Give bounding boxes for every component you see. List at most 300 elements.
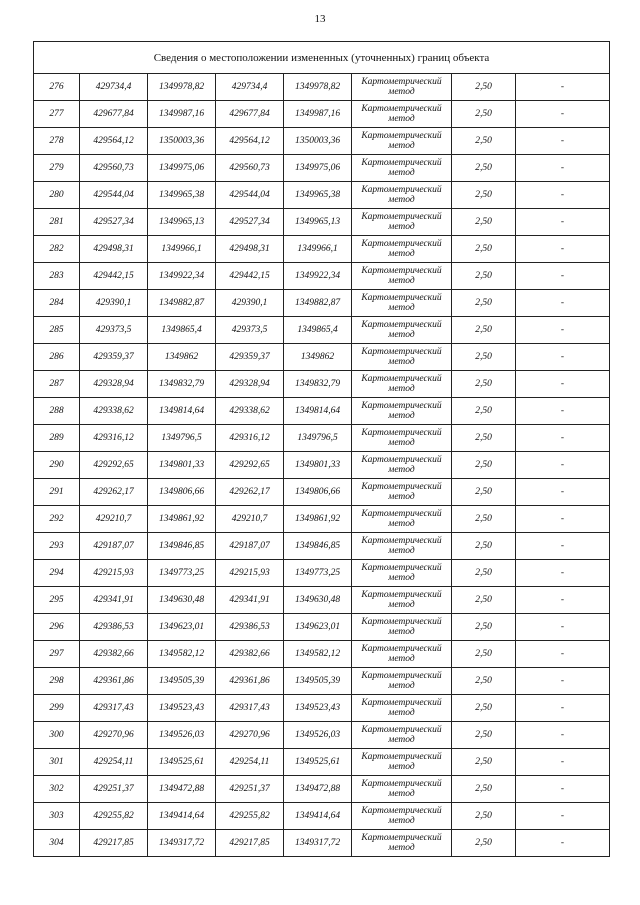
method-cell: [352, 803, 452, 830]
accuracy-cell: 2,50: [452, 641, 516, 668]
existing-x-cell: 429210,7: [80, 506, 148, 533]
refined-x-cell: 429544,04: [216, 182, 284, 209]
refined-y-cell: 1349978,82: [284, 74, 352, 101]
note-cell: -: [516, 695, 610, 722]
method-line-1: Картометрический: [361, 185, 442, 195]
table-row: [34, 533, 610, 560]
point-number-cell: 300: [34, 722, 80, 749]
existing-x-cell: 429328,94: [80, 371, 148, 398]
method-cell: [352, 398, 452, 425]
existing-x-cell: 429373,5: [80, 317, 148, 344]
note-cell: -: [516, 74, 610, 101]
point-number-cell: 298: [34, 668, 80, 695]
refined-y-cell: 1349630,48: [284, 587, 352, 614]
existing-y-cell: 1349630,48: [148, 587, 216, 614]
method-line-1: Картометрический: [361, 104, 442, 114]
method-line-2: метод: [388, 573, 415, 583]
method-cell: [352, 722, 452, 749]
method-line-1: Картометрический: [361, 428, 442, 438]
method-line-2: метод: [388, 627, 415, 637]
existing-x-cell: 429217,85: [80, 830, 148, 857]
method-cell: [352, 74, 452, 101]
method-line-2: метод: [388, 789, 415, 799]
refined-x-cell: 429359,37: [216, 344, 284, 371]
method-line-1: Картометрический: [361, 509, 442, 519]
accuracy-cell: 2,50: [452, 803, 516, 830]
refined-x-cell: 429498,31: [216, 236, 284, 263]
existing-y-cell: 1349832,79: [148, 371, 216, 398]
refined-x-cell: 429560,73: [216, 155, 284, 182]
existing-x-cell: 429262,17: [80, 479, 148, 506]
table-row: [34, 128, 610, 155]
refined-y-cell: 1349882,87: [284, 290, 352, 317]
method-line-2: метод: [388, 681, 415, 691]
method-cell: [352, 479, 452, 506]
method-cell: [352, 182, 452, 209]
accuracy-cell: 2,50: [452, 506, 516, 533]
method-line-2: метод: [388, 384, 415, 394]
note-cell: -: [516, 452, 610, 479]
method-line-2: метод: [388, 654, 415, 664]
refined-x-cell: 429217,85: [216, 830, 284, 857]
refined-y-cell: 1349525,61: [284, 749, 352, 776]
point-number-cell: 301: [34, 749, 80, 776]
accuracy-cell: 2,50: [452, 398, 516, 425]
method-cell: [352, 263, 452, 290]
table-row: [34, 776, 610, 803]
method-line-2: метод: [388, 303, 415, 313]
refined-x-cell: 429254,11: [216, 749, 284, 776]
method-line-1: Картометрический: [361, 752, 442, 762]
refined-x-cell: 429341,91: [216, 587, 284, 614]
refined-x-cell: 429677,84: [216, 101, 284, 128]
existing-x-cell: 429498,31: [80, 236, 148, 263]
table-row: [34, 317, 610, 344]
method-line-1: Картометрический: [361, 779, 442, 789]
refined-y-cell: 1349806,66: [284, 479, 352, 506]
existing-y-cell: 1349975,06: [148, 155, 216, 182]
method-line-2: метод: [388, 411, 415, 421]
table-row: [34, 236, 610, 263]
method-line-2: метод: [388, 249, 415, 259]
refined-y-cell: 1349796,5: [284, 425, 352, 452]
refined-y-cell: 1349865,4: [284, 317, 352, 344]
point-number-cell: 293: [34, 533, 80, 560]
point-number-cell: 290: [34, 452, 80, 479]
existing-y-cell: 1349523,43: [148, 695, 216, 722]
note-cell: -: [516, 830, 610, 857]
refined-y-cell: 1349987,16: [284, 101, 352, 128]
table-row: [34, 74, 610, 101]
refined-y-cell: 1349975,06: [284, 155, 352, 182]
existing-y-cell: 1349965,38: [148, 182, 216, 209]
existing-x-cell: 429442,15: [80, 263, 148, 290]
table-row: [34, 263, 610, 290]
method-line-1: Картометрический: [361, 617, 442, 627]
accuracy-cell: 2,50: [452, 344, 516, 371]
accuracy-cell: 2,50: [452, 263, 516, 290]
existing-y-cell: 1349862: [148, 344, 216, 371]
table-row: [34, 371, 610, 398]
accuracy-cell: 2,50: [452, 452, 516, 479]
existing-x-cell: 429254,11: [80, 749, 148, 776]
method-line-2: метод: [388, 222, 415, 232]
refined-x-cell: 429255,82: [216, 803, 284, 830]
existing-x-cell: 429270,96: [80, 722, 148, 749]
refined-y-cell: 1349965,38: [284, 182, 352, 209]
refined-y-cell: 1349582,12: [284, 641, 352, 668]
existing-x-cell: 429734,4: [80, 74, 148, 101]
method-line-2: метод: [388, 843, 415, 853]
existing-y-cell: 1349865,4: [148, 317, 216, 344]
method-line-2: метод: [388, 141, 415, 151]
refined-y-cell: 1349523,43: [284, 695, 352, 722]
refined-y-cell: 1349846,85: [284, 533, 352, 560]
existing-y-cell: 1349861,92: [148, 506, 216, 533]
note-cell: -: [516, 425, 610, 452]
refined-x-cell: 429338,62: [216, 398, 284, 425]
refined-x-cell: 429390,1: [216, 290, 284, 317]
point-number-cell: 294: [34, 560, 80, 587]
refined-y-cell: 1349801,33: [284, 452, 352, 479]
existing-y-cell: 1349987,16: [148, 101, 216, 128]
method-cell: [352, 695, 452, 722]
method-line-2: метод: [388, 87, 415, 97]
accuracy-cell: 2,50: [452, 425, 516, 452]
table-row: [34, 344, 610, 371]
method-line-2: метод: [388, 465, 415, 475]
point-number-cell: 276: [34, 74, 80, 101]
method-line-1: Картометрический: [361, 320, 442, 330]
existing-y-cell: 1349846,85: [148, 533, 216, 560]
refined-y-cell: 1349472,88: [284, 776, 352, 803]
refined-x-cell: 429270,96: [216, 722, 284, 749]
point-number-cell: 296: [34, 614, 80, 641]
existing-x-cell: 429215,93: [80, 560, 148, 587]
method-cell: [352, 128, 452, 155]
table-row: [34, 506, 610, 533]
refined-y-cell: 1349922,34: [284, 263, 352, 290]
point-number-cell: 280: [34, 182, 80, 209]
note-cell: -: [516, 371, 610, 398]
point-number-cell: 278: [34, 128, 80, 155]
method-cell: [352, 533, 452, 560]
accuracy-cell: 2,50: [452, 371, 516, 398]
method-cell: [352, 155, 452, 182]
table-row: [34, 182, 610, 209]
refined-y-cell: 1349414,64: [284, 803, 352, 830]
point-number-cell: 304: [34, 830, 80, 857]
method-line-2: метод: [388, 708, 415, 718]
refined-x-cell: 429215,93: [216, 560, 284, 587]
accuracy-cell: 2,50: [452, 101, 516, 128]
existing-y-cell: 1349814,64: [148, 398, 216, 425]
method-line-2: метод: [388, 114, 415, 124]
method-cell: [352, 344, 452, 371]
point-number-cell: 281: [34, 209, 80, 236]
note-cell: -: [516, 749, 610, 776]
note-cell: -: [516, 398, 610, 425]
method-cell: [352, 830, 452, 857]
method-line-1: Картометрический: [361, 131, 442, 141]
method-cell: [352, 776, 452, 803]
method-line-2: метод: [388, 168, 415, 178]
existing-y-cell: 1349317,72: [148, 830, 216, 857]
method-cell: [352, 452, 452, 479]
existing-y-cell: 1349472,88: [148, 776, 216, 803]
point-number-cell: 285: [34, 317, 80, 344]
method-line-1: Картометрический: [361, 833, 442, 843]
refined-y-cell: 1349861,92: [284, 506, 352, 533]
method-line-2: метод: [388, 492, 415, 502]
refined-x-cell: 429527,34: [216, 209, 284, 236]
table-title-row: [34, 42, 610, 74]
refined-x-cell: 429564,12: [216, 128, 284, 155]
table-row: [34, 101, 610, 128]
accuracy-cell: 2,50: [452, 668, 516, 695]
refined-x-cell: 429317,43: [216, 695, 284, 722]
method-line-1: Картометрический: [361, 293, 442, 303]
note-cell: -: [516, 344, 610, 371]
accuracy-cell: 2,50: [452, 830, 516, 857]
accuracy-cell: 2,50: [452, 182, 516, 209]
existing-x-cell: 429390,1: [80, 290, 148, 317]
point-number-cell: 299: [34, 695, 80, 722]
refined-x-cell: 429734,4: [216, 74, 284, 101]
point-number-cell: 289: [34, 425, 80, 452]
refined-y-cell: 1349814,64: [284, 398, 352, 425]
point-number-cell: 279: [34, 155, 80, 182]
table-row: [34, 641, 610, 668]
existing-x-cell: 429386,53: [80, 614, 148, 641]
table-row: [34, 614, 610, 641]
existing-y-cell: 1349922,34: [148, 263, 216, 290]
existing-x-cell: 429317,43: [80, 695, 148, 722]
method-line-1: Картометрический: [361, 455, 442, 465]
refined-x-cell: 429262,17: [216, 479, 284, 506]
point-number-cell: 282: [34, 236, 80, 263]
method-cell: [352, 614, 452, 641]
note-cell: -: [516, 533, 610, 560]
accuracy-cell: 2,50: [452, 74, 516, 101]
method-cell: [352, 290, 452, 317]
method-line-1: Картометрический: [361, 671, 442, 681]
method-line-2: метод: [388, 357, 415, 367]
note-cell: -: [516, 506, 610, 533]
point-number-cell: 295: [34, 587, 80, 614]
method-cell: [352, 506, 452, 533]
refined-x-cell: 429386,53: [216, 614, 284, 641]
table-row: [34, 155, 610, 182]
existing-x-cell: 429341,91: [80, 587, 148, 614]
table-row: [34, 587, 610, 614]
table-row: [34, 398, 610, 425]
method-line-2: метод: [388, 519, 415, 529]
refined-y-cell: 1349773,25: [284, 560, 352, 587]
refined-x-cell: 429292,65: [216, 452, 284, 479]
method-line-1: Картометрический: [361, 698, 442, 708]
existing-y-cell: 1349965,13: [148, 209, 216, 236]
method-line-1: Картометрический: [361, 266, 442, 276]
method-line-1: Картометрический: [361, 401, 442, 411]
table-row: [34, 668, 610, 695]
existing-x-cell: 429251,37: [80, 776, 148, 803]
page-number: 13: [314, 13, 326, 25]
note-cell: -: [516, 668, 610, 695]
existing-y-cell: 1349796,5: [148, 425, 216, 452]
note-cell: -: [516, 641, 610, 668]
note-cell: -: [516, 803, 610, 830]
method-line-1: Картометрический: [361, 482, 442, 492]
existing-y-cell: 1349414,64: [148, 803, 216, 830]
refined-y-cell: 1349317,72: [284, 830, 352, 857]
existing-x-cell: 429187,07: [80, 533, 148, 560]
method-line-1: Картометрический: [361, 374, 442, 384]
method-cell: [352, 560, 452, 587]
accuracy-cell: 2,50: [452, 614, 516, 641]
point-number-cell: 286: [34, 344, 80, 371]
note-cell: -: [516, 614, 610, 641]
accuracy-cell: 2,50: [452, 479, 516, 506]
refined-x-cell: 429316,12: [216, 425, 284, 452]
accuracy-cell: 2,50: [452, 209, 516, 236]
existing-y-cell: 1349966,1: [148, 236, 216, 263]
refined-y-cell: 1350003,36: [284, 128, 352, 155]
accuracy-cell: 2,50: [452, 587, 516, 614]
existing-y-cell: 1349582,12: [148, 641, 216, 668]
method-cell: [352, 317, 452, 344]
existing-x-cell: 429359,37: [80, 344, 148, 371]
point-number-cell: 291: [34, 479, 80, 506]
note-cell: -: [516, 101, 610, 128]
method-line-1: Картометрический: [361, 725, 442, 735]
existing-y-cell: 1349882,87: [148, 290, 216, 317]
existing-y-cell: 1349526,03: [148, 722, 216, 749]
accuracy-cell: 2,50: [452, 533, 516, 560]
note-cell: -: [516, 587, 610, 614]
existing-x-cell: 429560,73: [80, 155, 148, 182]
accuracy-cell: 2,50: [452, 722, 516, 749]
existing-x-cell: 429361,86: [80, 668, 148, 695]
table-title: Сведения о местоположении измененных (уточненных) границ объекта: [34, 42, 610, 74]
note-cell: -: [516, 317, 610, 344]
method-line-1: Картометрический: [361, 536, 442, 546]
table-row: [34, 722, 610, 749]
refined-x-cell: 429361,86: [216, 668, 284, 695]
existing-x-cell: 429527,34: [80, 209, 148, 236]
point-number-cell: 303: [34, 803, 80, 830]
existing-x-cell: 429292,65: [80, 452, 148, 479]
point-number-cell: 277: [34, 101, 80, 128]
existing-y-cell: 1349978,82: [148, 74, 216, 101]
refined-y-cell: 1349832,79: [284, 371, 352, 398]
note-cell: -: [516, 722, 610, 749]
method-line-1: Картометрический: [361, 77, 442, 87]
method-cell: [352, 371, 452, 398]
table-row: [34, 290, 610, 317]
accuracy-cell: 2,50: [452, 128, 516, 155]
method-cell: [352, 668, 452, 695]
note-cell: -: [516, 128, 610, 155]
existing-x-cell: 429544,04: [80, 182, 148, 209]
refined-x-cell: 429210,7: [216, 506, 284, 533]
existing-x-cell: 429316,12: [80, 425, 148, 452]
method-line-1: Картометрический: [361, 644, 442, 654]
note-cell: -: [516, 263, 610, 290]
method-line-2: метод: [388, 600, 415, 610]
point-number-cell: 288: [34, 398, 80, 425]
table-row: [34, 803, 610, 830]
existing-x-cell: 429255,82: [80, 803, 148, 830]
table-row: [34, 479, 610, 506]
accuracy-cell: 2,50: [452, 560, 516, 587]
refined-y-cell: 1349965,13: [284, 209, 352, 236]
existing-y-cell: 1349801,33: [148, 452, 216, 479]
existing-y-cell: 1349773,25: [148, 560, 216, 587]
existing-x-cell: 429677,84: [80, 101, 148, 128]
note-cell: -: [516, 209, 610, 236]
refined-x-cell: 429373,5: [216, 317, 284, 344]
note-cell: -: [516, 479, 610, 506]
method-line-1: Картометрический: [361, 563, 442, 573]
table-row: [34, 830, 610, 857]
note-cell: -: [516, 155, 610, 182]
method-line-2: метод: [388, 330, 415, 340]
refined-y-cell: 1349526,03: [284, 722, 352, 749]
point-number-cell: 283: [34, 263, 80, 290]
method-line-2: метод: [388, 762, 415, 772]
accuracy-cell: 2,50: [452, 317, 516, 344]
point-number-cell: 284: [34, 290, 80, 317]
method-cell: [352, 101, 452, 128]
refined-x-cell: 429382,66: [216, 641, 284, 668]
method-line-2: метод: [388, 195, 415, 205]
note-cell: -: [516, 236, 610, 263]
method-line-1: Картометрический: [361, 806, 442, 816]
note-cell: -: [516, 290, 610, 317]
accuracy-cell: 2,50: [452, 695, 516, 722]
existing-y-cell: 1349806,66: [148, 479, 216, 506]
method-line-1: Картометрический: [361, 347, 442, 357]
method-line-1: Картометрический: [361, 158, 442, 168]
method-line-1: Картометрический: [361, 239, 442, 249]
method-cell: [352, 587, 452, 614]
method-line-1: Картометрический: [361, 212, 442, 222]
accuracy-cell: 2,50: [452, 290, 516, 317]
boundary-coordinates-table: [33, 41, 610, 857]
table-row: [34, 695, 610, 722]
point-number-cell: 302: [34, 776, 80, 803]
method-line-2: метод: [388, 816, 415, 826]
method-cell: [352, 749, 452, 776]
table-row: [34, 425, 610, 452]
table-row: [34, 209, 610, 236]
method-cell: [352, 209, 452, 236]
refined-x-cell: 429328,94: [216, 371, 284, 398]
note-cell: -: [516, 182, 610, 209]
existing-y-cell: 1349623,01: [148, 614, 216, 641]
point-number-cell: 287: [34, 371, 80, 398]
refined-y-cell: 1349505,39: [284, 668, 352, 695]
method-line-2: метод: [388, 276, 415, 286]
existing-y-cell: 1349505,39: [148, 668, 216, 695]
point-number-cell: 292: [34, 506, 80, 533]
accuracy-cell: 2,50: [452, 155, 516, 182]
method-cell: [352, 641, 452, 668]
existing-x-cell: 429564,12: [80, 128, 148, 155]
table-row: [34, 452, 610, 479]
existing-y-cell: 1350003,36: [148, 128, 216, 155]
